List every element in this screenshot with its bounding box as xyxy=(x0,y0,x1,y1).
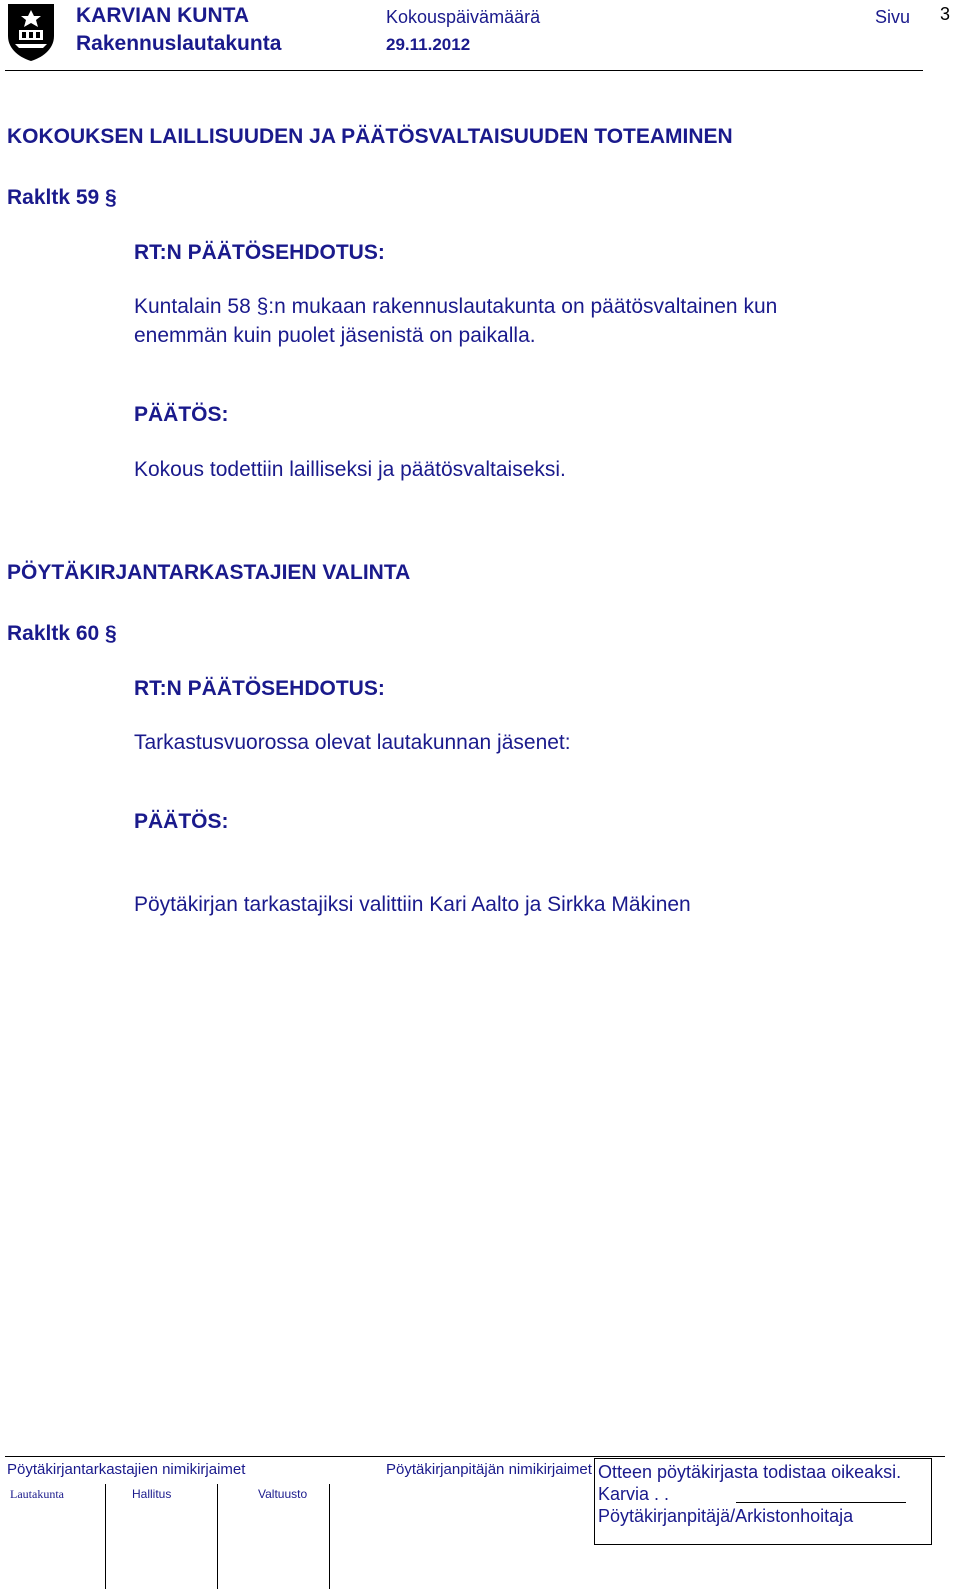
section-title: KOKOUKSEN LAILLISUUDEN JA PÄÄTÖSVALTAISUUDEN TOTEAMINEN xyxy=(7,125,733,148)
proposal-text-line: enemmän kuin puolet jäsenistä on paikalla. xyxy=(134,324,536,347)
signature-line xyxy=(736,1502,906,1503)
section-title: PÖYTÄKIRJANTARKASTAJIEN VALINTA xyxy=(7,561,411,584)
footer-column-divider xyxy=(329,1484,330,1589)
inspectors-initials-label: Pöytäkirjantarkastajien nimikirjaimet xyxy=(7,1461,246,1478)
decision-text: Kokous todettiin lailliseksi ja päätösvaltaiseksi. xyxy=(134,458,566,481)
decision-label: PÄÄTÖS: xyxy=(134,403,229,426)
organization-name: KARVIAN KUNTA xyxy=(76,4,250,27)
footer-column-label: Valtuusto xyxy=(258,1487,308,1501)
page-label: Sivu xyxy=(875,7,911,27)
certification-signer-title: Pöytäkirjanpitäjä/Arkistonhoitaja xyxy=(598,1506,854,1526)
certification-place-date: Karvia . . xyxy=(598,1484,670,1504)
decision-text: Pöytäkirjan tarkastajiksi valittiin Kari Aalto ja Sirkka Mäkinen xyxy=(134,893,691,916)
footer-column-divider xyxy=(105,1484,106,1589)
section-reference: Rakltk 60 § xyxy=(7,622,117,645)
footer-column-divider xyxy=(217,1484,218,1589)
meeting-date-label: Kokouspäivämäärä xyxy=(386,7,541,27)
header-divider xyxy=(5,70,923,71)
section-reference: Rakltk 59 § xyxy=(7,186,117,209)
proposal-label: RT:N PÄÄTÖSEHDOTUS: xyxy=(134,241,385,264)
secretary-initials-label: Pöytäkirjanpitäjän nimikirjaimet xyxy=(386,1461,592,1478)
certification-statement: Otteen pöytäkirjasta todistaa oikeaksi. xyxy=(598,1462,902,1482)
footer-column-label: Hallitus xyxy=(132,1487,172,1501)
footer-column-label: Lautakunta xyxy=(10,1487,64,1501)
footer-divider xyxy=(5,1456,945,1457)
proposal-label: RT:N PÄÄTÖSEHDOTUS: xyxy=(134,677,385,700)
page-number: 3 xyxy=(940,4,951,24)
meeting-date: 29.11.2012 xyxy=(386,35,471,54)
municipal-coat-of-arms-logo xyxy=(5,2,57,62)
decision-label: PÄÄTÖS: xyxy=(134,810,229,833)
board-name: Rakennuslautakunta xyxy=(76,32,282,55)
proposal-text: Tarkastusvuorossa olevat lautakunnan jäsenet: xyxy=(134,731,571,754)
proposal-text-line: Kuntalain 58 §:n mukaan rakennuslautakunta on päätösvaltainen kun xyxy=(134,295,778,318)
